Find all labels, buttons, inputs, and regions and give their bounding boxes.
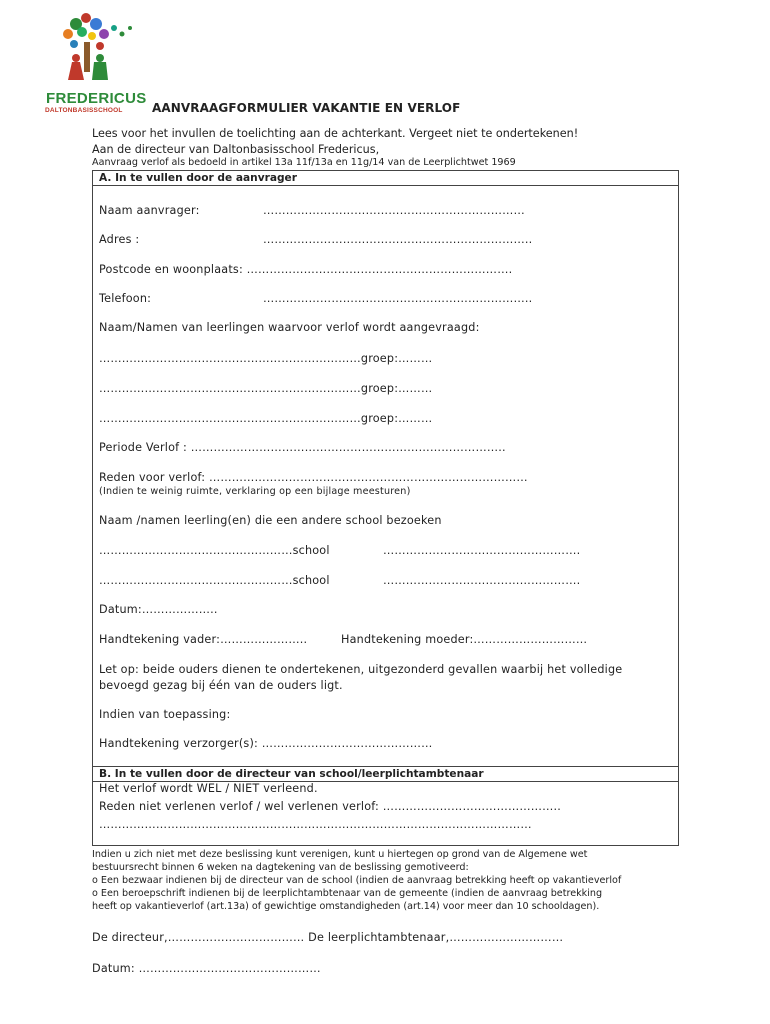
andere-school-label: Naam /namen leerling(en) die een andere school bezoeken [99, 514, 442, 527]
footer-line-2: bestuursrecht binnen 6 weken na dagtekening van de beslissing gemotiveerd: [92, 862, 469, 873]
section-a-header: A. In te vullen door de aanvrager [93, 171, 678, 186]
form-title: AANVRAAGFORMULIER VAKANTIE EN VERLOF [152, 101, 461, 115]
postcode-field[interactable]: Postcode en woonplaats: ……………………………………………………………. [99, 263, 513, 276]
footer-line-3: o Een bezwaar indienen bij de directeur van de school (indien de aanvraag betrekking heeft op vakantieverlof [92, 875, 622, 886]
reden-note: (Indien te weinig ruimte, verklaring op een bijlage meesturen) [99, 486, 411, 497]
letop-line-2: bevoegd gezag bij één van de ouders ligt. [99, 679, 343, 692]
handtekening-moeder-field[interactable]: Handtekening moeder:………………………… [341, 633, 588, 646]
reden-verlenen-field[interactable]: Reden niet verlenen verlof / wel verlenen verlof: ……………………………………….. [99, 800, 562, 813]
telefoon-label: Telefoon: [99, 292, 152, 305]
leerling-row[interactable]: ……………………………………………………………groep:……… [99, 412, 433, 425]
datum-field[interactable]: Datum:……………….. [99, 603, 218, 616]
footer-line-1: Indien u zich niet met deze beslissing kunt verenigen, kunt u hiertegen op grond van de Algemene wet [92, 849, 588, 860]
handtekening-vader-field[interactable]: Handtekening vader:………………….. [99, 633, 308, 646]
intro-line-3: Aanvraag verlof als bedoeld in artikel 13a 11f/13a en 11g/14 van de Leerplichtwet 1969 [92, 157, 516, 168]
form-box [92, 170, 679, 846]
leerlingen-label: Naam/Namen van leerlingen waarvoor verlof wordt aangevraagd: [99, 321, 480, 334]
telefoon-field[interactable]: …………………………………………………………….. [263, 292, 533, 305]
letop-line-1: Let op: beide ouders dienen te ondertekenen, uitgezonderd gevallen waarbij het volledige [99, 663, 623, 676]
footer-line-5: heeft op vakantieverlof (art.13a) of gewichtige omstandigheden (art.14) voor meer dan 10 schooldagen). [92, 901, 600, 912]
logo-name: FREDERICUS [46, 90, 147, 107]
naam-aanvrager-field[interactable]: …………………………………………………………… [263, 204, 525, 217]
naam-aanvrager-label: Naam aanvrager: [99, 204, 200, 217]
directeur-signature-line[interactable]: De directeur,……………………………… De leerplichtambtenaar,………………………… [92, 931, 564, 944]
logo-subtitle: DALTONBASISSCHOOL [45, 107, 123, 114]
section-b-header: B. In te vullen door de directeur van school/leerplichtambtenaar [93, 767, 678, 782]
leerling-row[interactable]: ……………………………………………………………groep:……… [99, 382, 433, 395]
leerling-row[interactable]: ……………………………………………………………groep:……… [99, 352, 433, 365]
intro-line-1: Lees voor het invullen de toelichting aan de achterkant. Vergeet niet te ondertekenen! [92, 127, 579, 140]
adres-field[interactable]: …………………………………………………………….. [263, 233, 533, 246]
indien-label: Indien van toepassing: [99, 708, 231, 721]
datum-signature-line[interactable]: Datum: ………………………………………… [92, 962, 321, 975]
footer-line-4: o Een beroepschrift indienen bij de leerplichtambtenaar van de gemeente (indien de aanvraag betrekking [92, 888, 603, 899]
adres-label: Adres : [99, 233, 140, 246]
school-row-right[interactable]: ……………………………………………. [383, 544, 581, 557]
tree-logo-icon [38, 10, 138, 92]
school-logo [38, 10, 147, 118]
handtekening-verzorger-field[interactable]: Handtekening verzorger(s): ……………………………………… [99, 737, 433, 750]
reden-verlof-field[interactable]: Reden voor verlof: ………………………………………………………………………… [99, 471, 528, 484]
school-row-left[interactable]: ……………………………………………school [99, 544, 330, 557]
school-row-left[interactable]: ……………………………………………school [99, 574, 330, 587]
school-row-right[interactable]: ……………………………………………. [383, 574, 581, 587]
intro-line-2: Aan de directeur van Daltonbasisschool Fredericus, [92, 143, 380, 156]
periode-verlof-field[interactable]: Periode Verlof : ……………………………………………………………………….. [99, 441, 506, 454]
reden-verlenen-continuation[interactable]: …………………………………………………………………………………………………… [99, 818, 532, 831]
verlof-verleend-line[interactable]: Het verlof wordt WEL / NIET verleend. [99, 782, 318, 795]
